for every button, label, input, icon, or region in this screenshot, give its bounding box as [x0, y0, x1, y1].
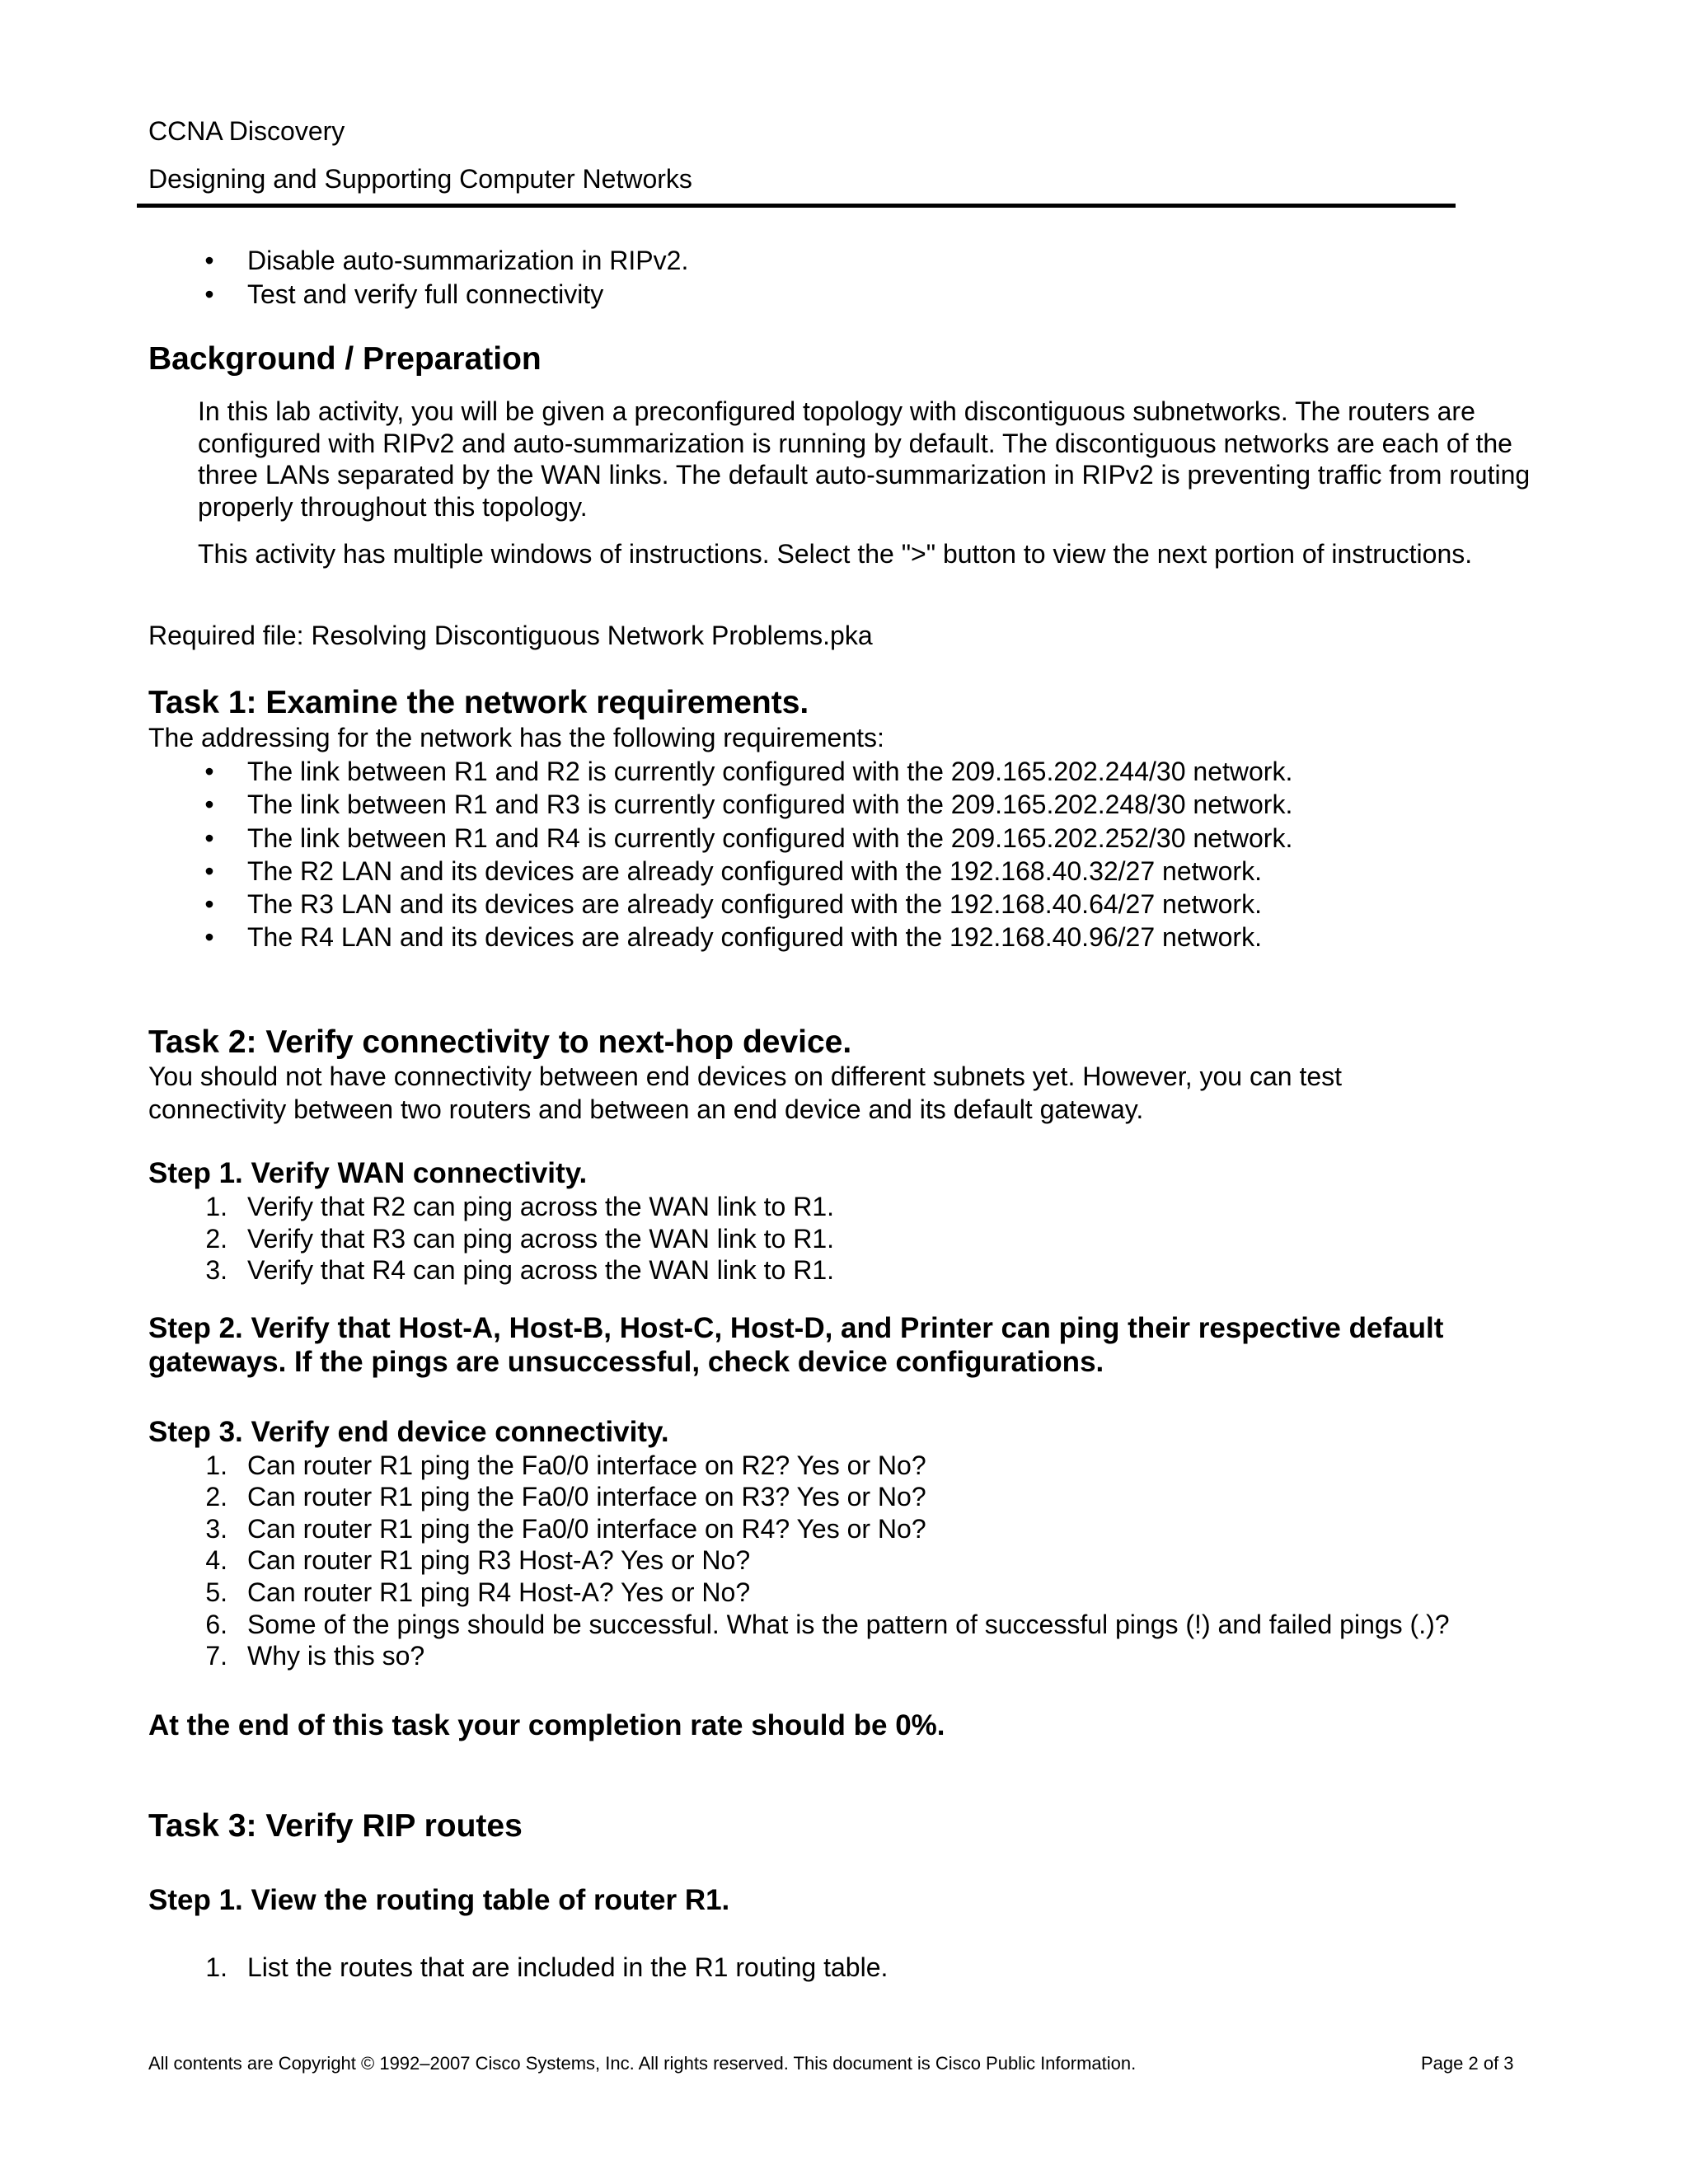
task2-step2-heading: gateways. If the pings are unsuccessful, check device configurations. — [148, 1346, 1104, 1378]
intro-bullet: • Disable auto-summarization in RIPv2. — [204, 246, 689, 275]
header-subtitle: Designing and Supporting Computer Networks — [148, 164, 692, 194]
task3-heading: Task 3: Verify RIP routes — [148, 1808, 523, 1844]
header-course: CCNA Discovery — [148, 116, 345, 146]
footer-copyright: All contents are Copyright © 1992–2007 Cisco Systems, Inc. All rights reserved. This document is Cisco Public Information. — [148, 2053, 1137, 2074]
task1-heading: Task 1: Examine the network requirements. — [148, 685, 809, 720]
task2-step1-item: 1. Verify that R2 can ping across the WAN link to R1. — [205, 1192, 835, 1221]
task2-step2-heading: Step 2. Verify that Host-A, Host-B, Host-C, Host-D, and Printer can ping their respective default — [148, 1312, 1444, 1344]
task2-step1-item: 2. Verify that R3 can ping across the WAN link to R1. — [205, 1224, 835, 1254]
footer-page-number: Page 2 of 3 — [1421, 2053, 1514, 2074]
task2-step1-heading: Step 1. Verify WAN connectivity. — [148, 1157, 588, 1189]
task1-requirement: • The R2 LAN and its devices are already configured with the 192.168.40.32/27 network. — [204, 856, 1262, 886]
task2-step3-heading: Step 3. Verify end device connectivity. — [148, 1416, 669, 1448]
task2-step3-item: 4. Can router R1 ping R3 Host-A? Yes or No? — [205, 1545, 751, 1575]
task2-step3-item: 6. Some of the pings should be successful. What is the pattern of successful pings (!) and failed pings (.)? — [205, 1610, 1450, 1639]
task2-intro: connectivity between two routers and between an end device and its default gateway. — [148, 1094, 1144, 1124]
background-paragraph: In this lab activity, you will be given a preconfigured topology with discontiguous subnetworks. The routers are configured with RIPv2 and auto-summarization is running by default. The discontiguous networks are each of the three LANs separated by the WAN links. The default auto-summarization in RIPv2 is preventing traffic from routing properly throughout this topology. — [198, 396, 1531, 522]
task2-step3-item: 5. Can router R1 ping R4 Host-A? Yes or No? — [205, 1577, 751, 1607]
task2-step3-item: 1. Can router R1 ping the Fa0/0 interface on R2? Yes or No? — [205, 1451, 926, 1480]
task2-completion-note: At the end of this task your completion rate should be 0%. — [148, 1709, 945, 1741]
task2-step1-item: 3. Verify that R4 can ping across the WAN link to R1. — [205, 1255, 835, 1285]
task1-requirement: • The link between R1 and R4 is currently configured with the 209.165.202.252/30 network. — [204, 823, 1293, 853]
task1-requirement: • The link between R1 and R3 is currently configured with the 209.165.202.248/30 network. — [204, 790, 1293, 819]
task2-step3-item: 3. Can router R1 ping the Fa0/0 interface on R4? Yes or No? — [205, 1514, 926, 1544]
task3-step1-item: 1. List the routes that are included in the R1 routing table. — [205, 1952, 889, 1982]
task2-step3-item: 7. Why is this so? — [205, 1641, 425, 1671]
task2-heading: Task 2: Verify connectivity to next-hop device. — [148, 1024, 852, 1060]
task1-intro: The addressing for the network has the following requirements: — [148, 723, 884, 752]
task1-requirement: • The link between R1 and R2 is currently configured with the 209.165.202.244/30 network. — [204, 757, 1293, 786]
task1-requirement: • The R3 LAN and its devices are already configured with the 192.168.40.64/27 network. — [204, 889, 1262, 919]
intro-bullet: • Test and verify full connectivity — [204, 279, 604, 309]
task3-step1-heading: Step 1. View the routing table of router R1. — [148, 1884, 730, 1916]
header-divider — [137, 204, 1456, 208]
task1-requirement: • The R4 LAN and its devices are already configured with the 192.168.40.96/27 network. — [204, 922, 1262, 952]
background-paragraph-instructions: This activity has multiple windows of instructions. Select the ">" button to view the next portion of instructions. — [198, 539, 1473, 569]
task2-step3-item: 2. Can router R1 ping the Fa0/0 interface on R3? Yes or No? — [205, 1482, 926, 1511]
task2-intro: You should not have connectivity between end devices on different subnets yet. However, you can test — [148, 1062, 1343, 1091]
background-heading: Background / Preparation — [148, 341, 542, 377]
required-file: Required file: Resolving Discontiguous Network Problems.pka — [148, 621, 873, 650]
